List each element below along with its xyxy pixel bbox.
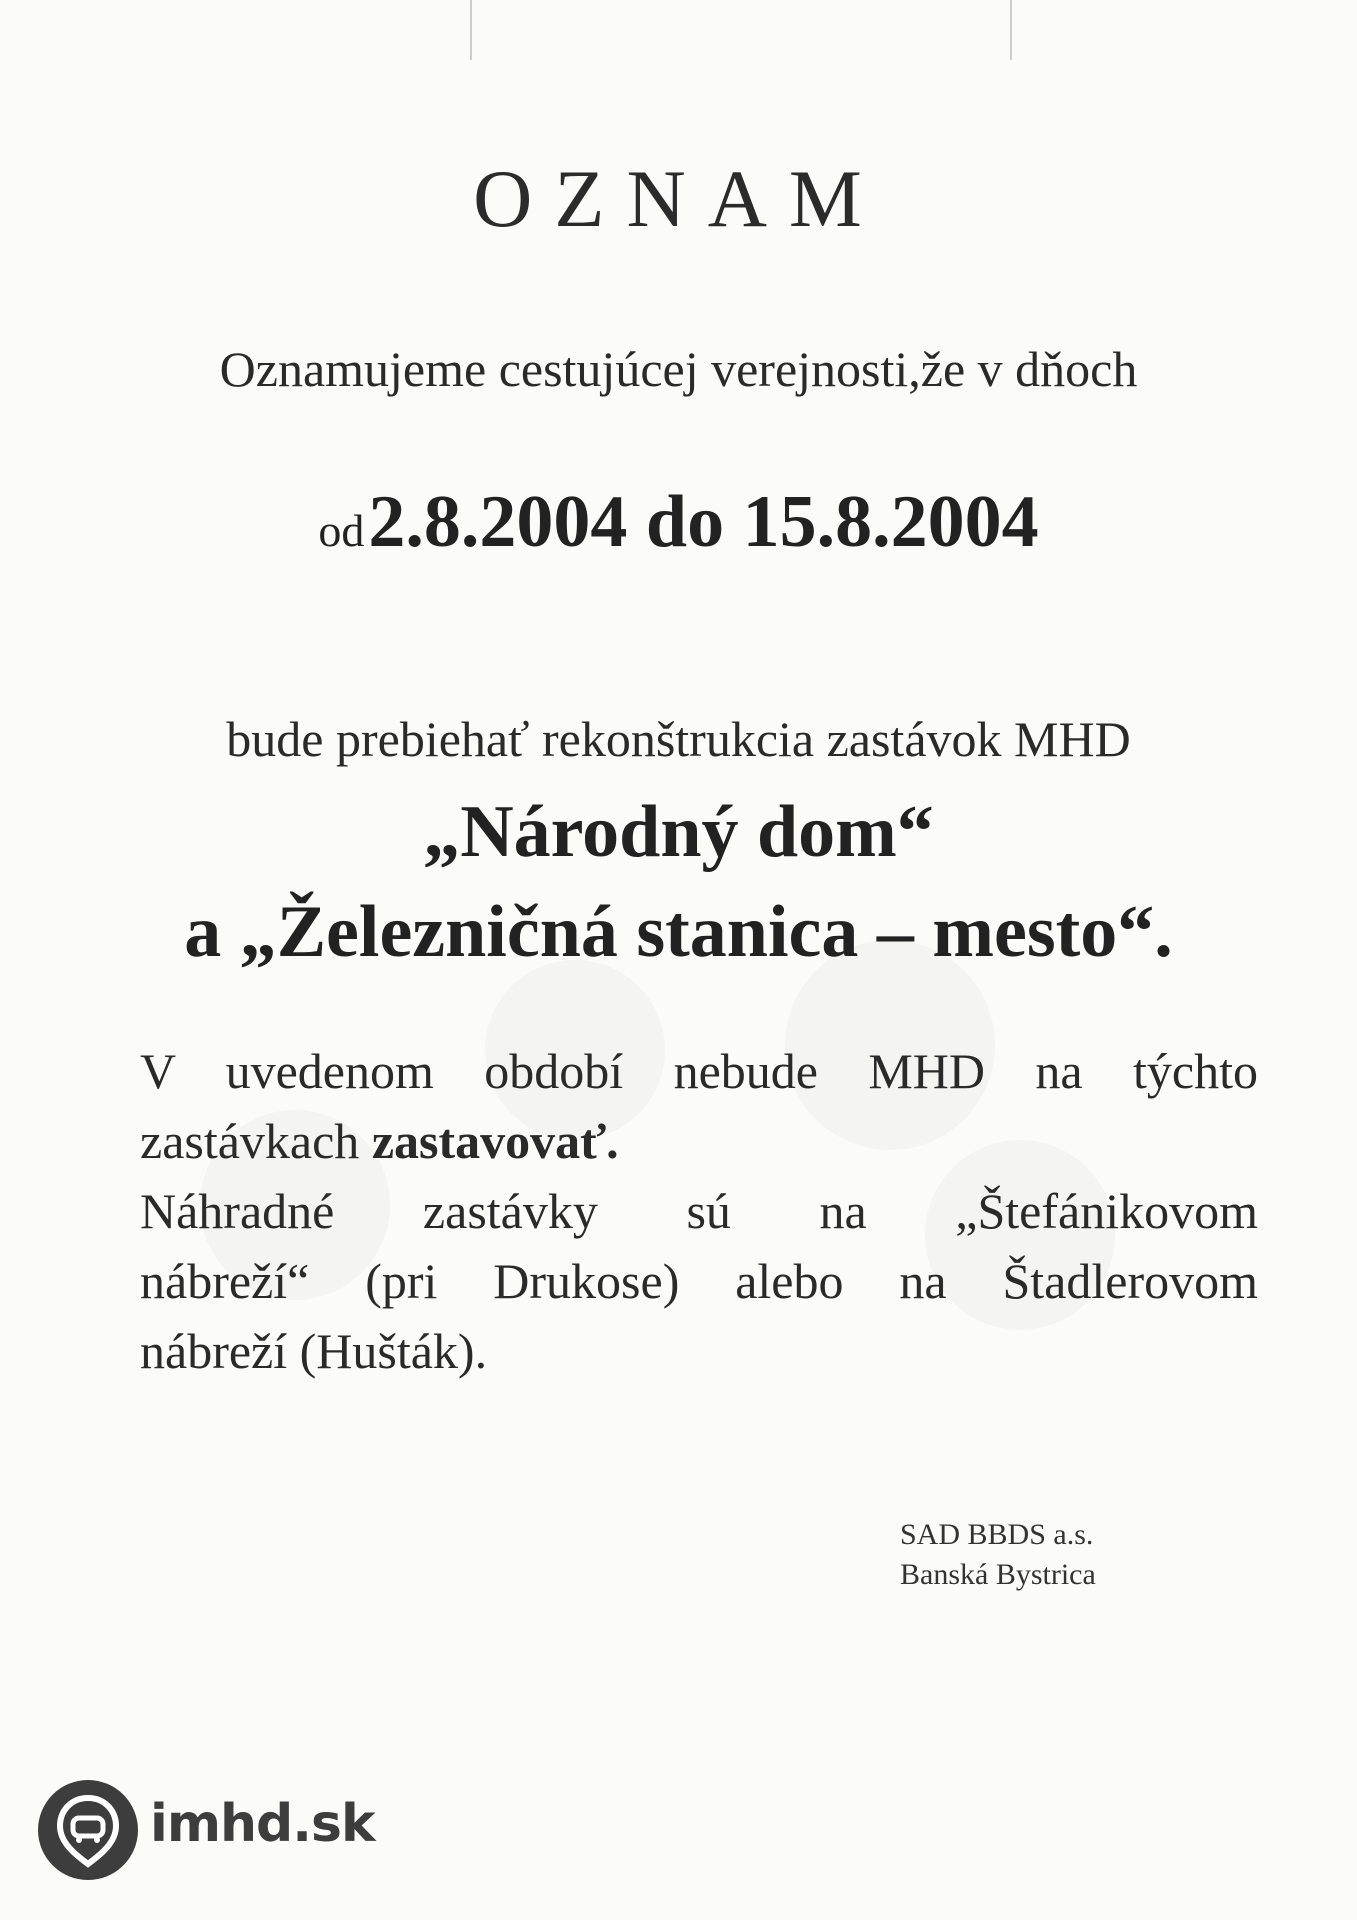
paper-tear-mark: [1010, 0, 1012, 60]
stop-name-zeleznicna-stanica: a „Železničná stanica – mesto“.: [184, 891, 1173, 973]
stop-name-narodny-dom: „Národný dom“: [423, 791, 934, 873]
notice-intro: Oznamujeme cestujúcej verejnosti,že v dňoch: [219, 341, 1138, 397]
body-bold-text: zastavovať.: [371, 1113, 619, 1169]
signature-company: SAD BBDS a.s.: [900, 1518, 1094, 1551]
reconstruction-text: bude prebiehať rekonštrukcia zastávok MHD: [226, 711, 1131, 767]
body-line: nábreží“ (pri Drukose) alebo na Štadlerovom: [140, 1253, 1258, 1309]
notice-title: OZNAM: [473, 153, 884, 244]
signature-city: Banská Bystrica: [900, 1558, 1096, 1591]
body-line: [140, 1106, 1258, 1176]
date-range: [0, 480, 1357, 565]
imhd-logo-text: imhd.sk: [150, 1794, 375, 1854]
bus-pin-icon: [38, 1780, 138, 1880]
date-prefix: od: [318, 505, 365, 556]
imhd-logo: [38, 1780, 398, 1880]
signature-block: [900, 1515, 1096, 1595]
paper-tear-mark: [470, 0, 472, 60]
body-line-text: zastávkach: [140, 1113, 372, 1169]
date-range-value: 2.8.2004 do 15.8.2004: [368, 481, 1039, 563]
body-line: nábreží (Hušták).: [140, 1323, 488, 1379]
body-line: Náhradné zastávky sú na „Štefánikovom: [140, 1183, 1258, 1239]
notice-body: [140, 1036, 1258, 1386]
body-line: V uvedenom období nebude MHD na týchto: [140, 1043, 1258, 1099]
